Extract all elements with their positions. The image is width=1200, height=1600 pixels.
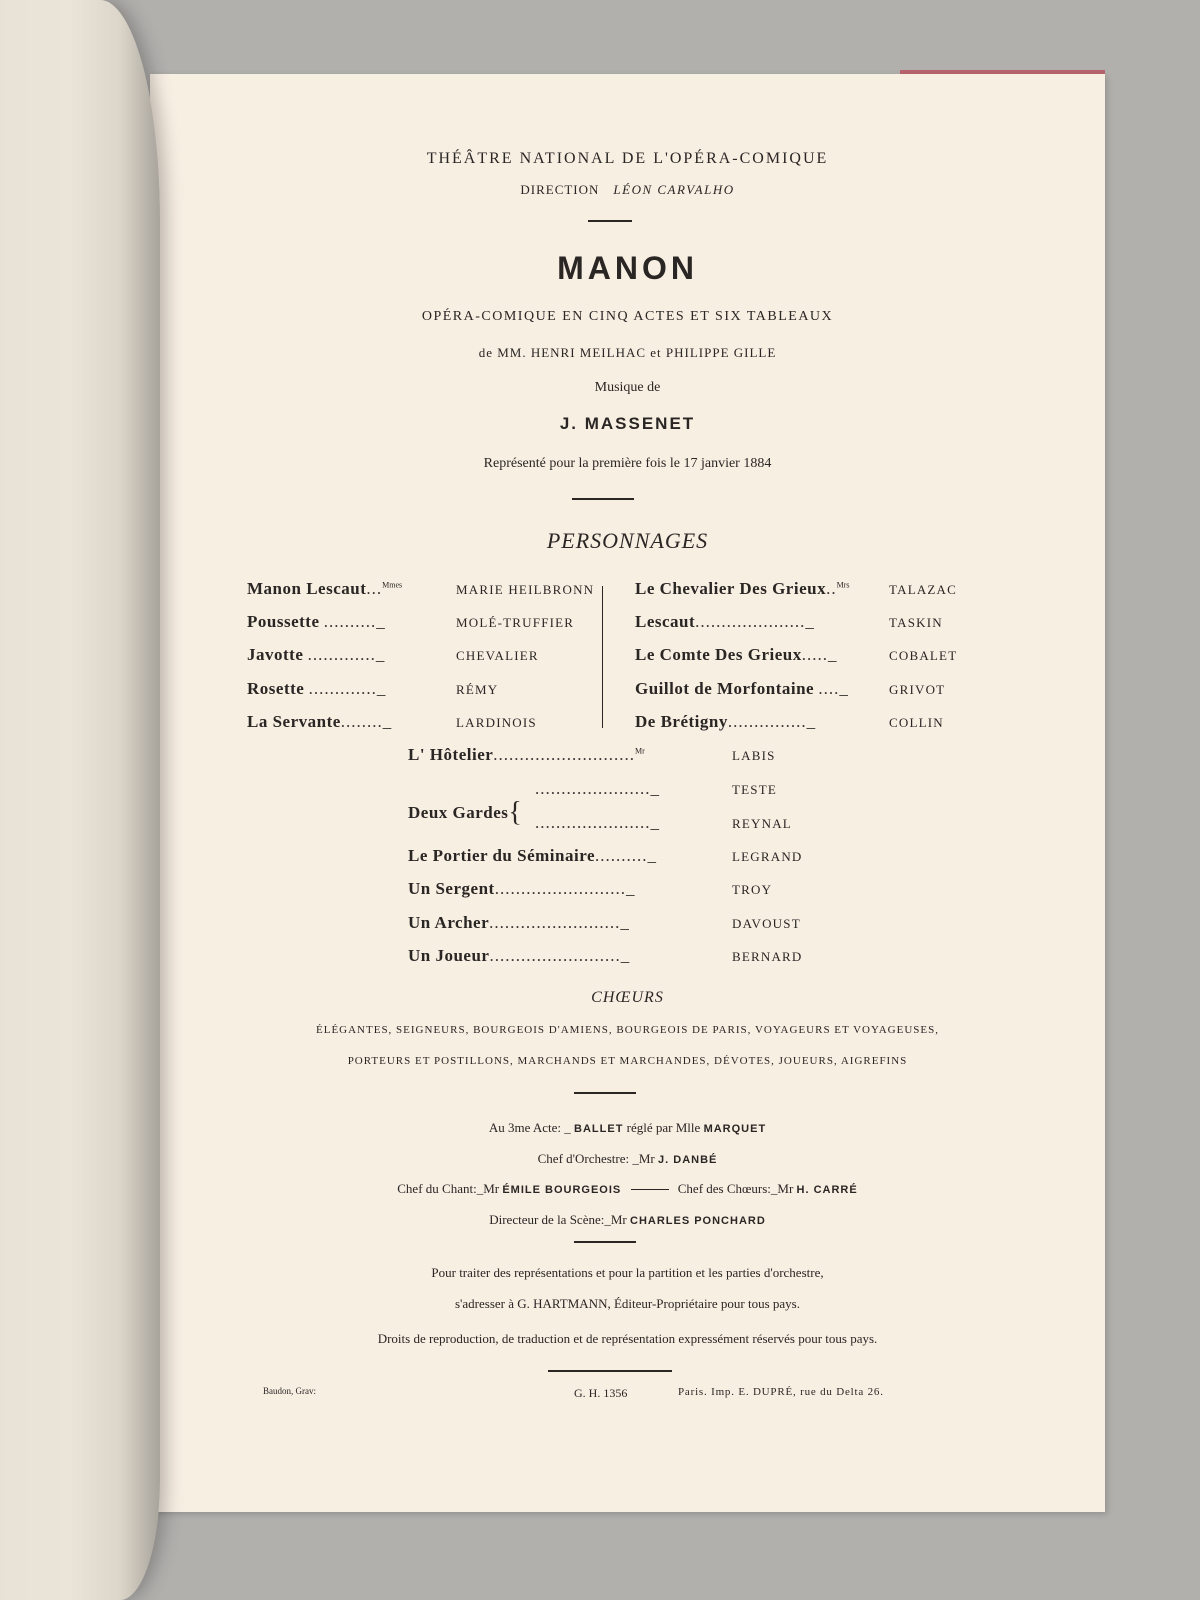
role-name: La Servante [247,712,341,731]
credit-value: H. CARRÉ [796,1184,858,1196]
cast-row [247,679,499,703]
left-page-edge [0,0,160,1600]
credit-label: Chef du Chant:_Mr [397,1181,500,1196]
cast-row [408,794,522,828]
work-subtitle: OPÉRA-COMIQUE EN CINQ ACTES ET SIX TABLEAUX [421,309,834,324]
conductor-credit [150,1151,1105,1167]
role-name: Le Portier du Séminaire [408,846,595,865]
dots: ... [366,579,383,598]
divider [574,1241,636,1243]
notice-line: s'adresser à G. HARTMANN, Éditeur-Propriétaire pour tous pays. [454,1296,800,1311]
title-mark: _ [376,612,385,631]
cast-row [408,745,776,769]
composer: J. MASSENET [559,414,696,433]
credit-value: ÉMILE BOURGEOIS [502,1184,622,1196]
singer-name: TROY [732,882,773,897]
credit-value: J. DANBÉ [658,1154,718,1166]
dots: .......... [323,612,377,631]
role-name: Javotte [247,645,304,664]
role-name: Poussette [247,612,320,631]
title-mark: _ [647,846,656,865]
direction-label: DIRECTION [520,182,600,197]
dots: ........ [340,712,383,731]
dots: ...................... [535,779,651,798]
title-mark: _ [839,679,848,698]
stage-director-credit [150,1212,1105,1228]
work-title: MANON [557,250,698,286]
director-name: LÉON CARVALHO [613,182,735,197]
cast-row [635,679,946,703]
role-name: Le Comte Des Grieux [635,645,802,664]
role-name: L' Hôtelier [408,745,494,764]
title-mark: _ [650,779,659,798]
choeurs-line: PORTEURS ET POSTILLONS, MARCHANDS ET MARCHANDES, DÉVOTES, JOUEURS, AIGREFINS [347,1055,908,1067]
engraver-credit: Baudon, Grav: [263,1386,316,1396]
credit-value: CHARLES PONCHARD [630,1215,766,1227]
credit-value: MARQUET [703,1123,767,1135]
personnages-title: PERSONNAGES [546,528,709,553]
role-name: Un Sergent [408,879,495,898]
credit-value: BALLET [574,1123,624,1135]
credit-label: réglé par Mlle [626,1120,701,1135]
role-name: Le Chevalier Des Grieux [635,579,827,598]
cast-row [535,779,777,803]
divider [574,1092,636,1094]
singer-name: LARDINOIS [456,715,537,730]
singer-name: TALAZAC [889,582,958,597]
dots: ......................... [489,913,621,932]
role-name: Manon Lescaut [247,579,367,598]
dots: ......................... [489,946,621,965]
title-page [150,74,1105,1512]
dots: .. [826,579,837,598]
dots: ..... [801,645,828,664]
title-mark: Mrs [836,580,850,590]
singer-name: GRIVOT [889,682,946,697]
ballet-credit [150,1120,1105,1136]
role-name: Lescaut [635,612,696,631]
title-mark: _ [625,879,635,898]
role-name: De Brétigny [635,712,728,731]
title-mark: _ [376,679,386,698]
cast-row [408,946,803,970]
title-mark: _ [382,712,392,731]
column-separator [602,586,603,728]
music-by-label: Musique de [594,380,661,395]
cast-row [535,813,792,837]
dots: ........................... [493,745,636,764]
singer-name: LABIS [732,748,776,763]
title-mark: Mr [635,746,645,756]
cast-row [247,645,539,669]
singer-name: MARIE HEILBRONN [456,582,595,597]
role-name: Un Archer [408,913,490,932]
chant-credit [150,1181,1105,1197]
cast-row [635,612,943,636]
role-name: Un Joueur [408,946,490,965]
title-mark: _ [375,645,385,664]
singer-name: BERNARD [732,949,803,964]
direction-line [150,182,1105,198]
credit-label: Directeur de la Scène:_Mr [489,1212,627,1227]
dots: ............. [307,645,376,664]
cast-row [635,579,958,603]
singer-name: MOLÉ-TRUFFIER [456,615,575,630]
divider [572,498,634,500]
singer-name: LEGRAND [732,849,803,864]
dots: ..................... [695,612,806,631]
title-mark: _ [806,712,816,731]
cast-row [247,579,595,603]
notice-line: Droits de reproduction, de traduction et de représentation expressément réservés pour tous pays. [377,1331,878,1346]
cast-row [635,712,944,736]
divider [588,220,632,222]
singer-name: RÉMY [456,682,499,697]
dots: ............. [308,679,377,698]
dots: .... [818,679,840,698]
role-name: Deux Gardes [408,803,509,822]
title-mark: _ [620,913,629,932]
singer-name: TESTE [732,782,777,797]
cast-row [408,846,803,870]
role-name: Guillot de Morfontaine [635,679,815,698]
credit-label: Au 3me Acte: _ [488,1120,571,1135]
cast-row [408,913,801,937]
choeurs-title: CHŒURS [591,989,664,1006]
title-mark: _ [650,813,659,832]
cast-row [247,612,575,636]
plate-number: G. H. 1356 [574,1386,628,1400]
premiere-date: Représenté pour la première fois le 17 janvier 1884 [483,456,772,471]
cast-row [408,879,773,903]
dots: .......... [595,846,648,865]
dots: ......................... [494,879,626,898]
notice-line: Pour traiter des représentations et pour la partition et les parties d'orchestre, [431,1265,824,1280]
singer-name: TASKIN [889,615,943,630]
dash-rule [631,1189,669,1190]
singer-name: COLLIN [889,715,944,730]
dots: ...................... [535,813,651,832]
title-mark: _ [827,645,837,664]
librettists: de MM. HENRI MEILHAC et PHILIPPE GILLE [478,345,777,360]
singer-name: CHEVALIER [456,648,539,663]
title-mark: _ [620,946,630,965]
credit-label: Chef d'Orchestre: _Mr [537,1151,655,1166]
printer-credit: Paris. Imp. E. DUPRÉ, rue du Delta 26. [678,1386,884,1398]
theatre-name: THÉÂTRE NATIONAL DE L'OPÉRA-COMIQUE [426,150,829,167]
divider [548,1370,672,1372]
brace-icon: { [508,797,522,828]
cast-row [635,645,958,669]
choeurs-line: ÉLÉGANTES, SEIGNEURS, BOURGEOIS D'AMIENS, BOURGEOIS DE PARIS, VOYAGEURS ET VOYAGEUSES, [316,1024,939,1036]
credit-label: Chef des Chœurs:_Mr [677,1181,794,1196]
singer-name: DAVOUST [732,916,801,931]
cast-row [247,712,537,736]
title-mark: Mmes [382,580,403,590]
dots: ............... [727,712,807,731]
title-mark: _ [805,612,814,631]
singer-name: REYNAL [732,816,792,831]
role-name: Rosette [247,679,305,698]
singer-name: COBALET [889,648,958,663]
